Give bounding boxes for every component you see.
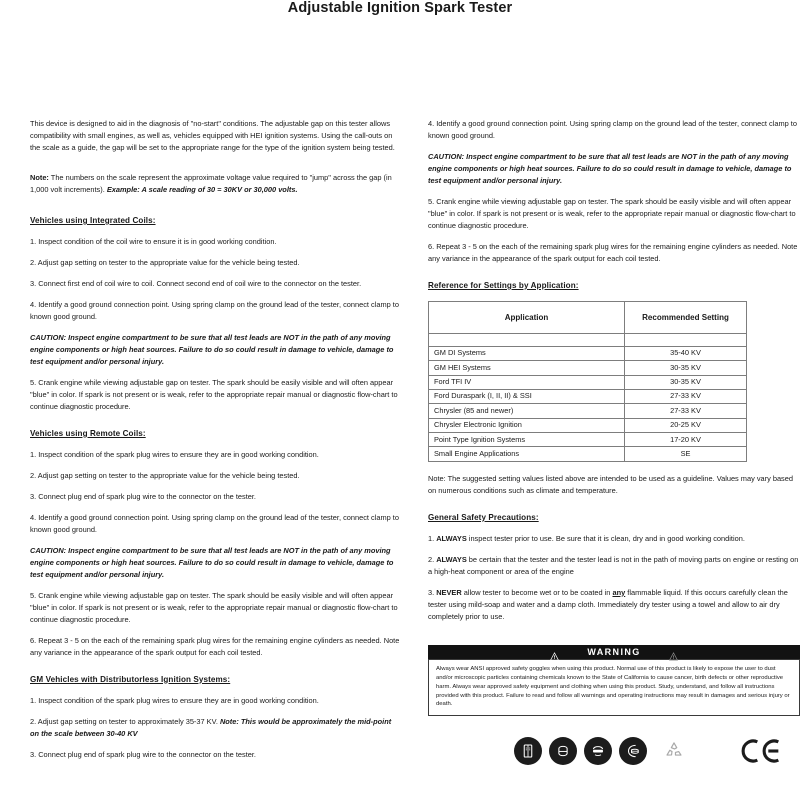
cell-application: Chrysler Electronic Ignition (429, 418, 625, 432)
section-heading-reference-table: Reference for Settings by Application: (428, 280, 579, 290)
warning-triangle-icon (669, 648, 678, 657)
table-row (429, 389, 747, 403)
right-step-6: 6. Repeat 3 - 5 on the each of the remaining spark plug wires for the remaining engine cylinders as needed. Note any variance in the appearance of the spark output for each coil tested. (428, 241, 798, 263)
table-row (429, 418, 747, 432)
integrated-step-5: 5. Crank engine while viewing adjustable gap on tester. The spark should be easily visible and will often appear "blue" in color. If spark is not present or is weak, refer to the appropriate repair manual or diagnostic flow-chart to continue diagnostic procedure. (30, 377, 398, 411)
section-heading-gm-distributorless: GM Vehicles with Distributorless Ignition Systems: (30, 674, 231, 684)
cell-setting: 27-33 KV (625, 389, 747, 403)
right-caution: CAUTION: Inspect engine compartment to be sure that all test leads are NOT in the path of any moving engine components or high heat sources. Failure to do so could result in damage to vehicle, damage to test equipment and/or personal injury. (428, 151, 792, 185)
integrated-caution: CAUTION: Inspect engine compartment to be sure that all test leads are NOT in the path of any moving engine components or high heat sources. Failure to do so could result in damage to vehicle, damage to test equipment and/or personal injury. (30, 332, 394, 366)
remote-step-3: 3. Connect plug end of spark plug wire to the connector on the tester. (30, 491, 256, 501)
ppe-icon-group (514, 737, 689, 765)
gm-step-2 (30, 716, 402, 740)
section-heading-safety-precautions: General Safety Precautions: (428, 512, 539, 522)
warning-title: WARNING (587, 647, 641, 658)
table-body (429, 333, 747, 461)
cell-application: Point Type Ignition Systems (429, 433, 625, 447)
cell-setting: 17-20 KV (625, 433, 747, 447)
left-column (30, 118, 402, 769)
cell-setting: 20-25 KV (625, 418, 747, 432)
dust-mask-icon (619, 737, 647, 765)
integrated-step-4: 4. Identify a good ground connection point. Using spring clamp on the ground lead of the tester, connect clamp to known good ground. (30, 299, 399, 321)
cell-setting: SE (625, 447, 747, 461)
page-title: Adjustable Ignition Spark Tester (287, 0, 513, 16)
right-step-5: 5. Crank engine while viewing adjustable gap on tester. The spark should be easily visible and will often appear "blue" in color. If spark is not present or is weak, refer to the appropriate repair manual or diagnostic flow-chart to continue diagnostic procedure. (428, 196, 796, 230)
face-shield-icon (549, 737, 577, 765)
safety-glasses-icon (584, 737, 612, 765)
intro-paragraph: This device is designed to aid in the diagnosis of "no-start" conditions. The adjustable gap on this tester allows compatibility with small engines, as well as, vehicles equipped with HEI ignition systems. Using the call-outs on the scale as a guide, the gap will be set to the appropriate range for the type of the ignition system being tested. (30, 119, 395, 152)
cell-application: Ford TFI IV (429, 375, 625, 389)
read-manual-icon (514, 737, 542, 765)
remote-step-4: 4. Identify a good ground connection point. Using spring clamp on the ground lead of the tester, connect clamp to known good ground. (30, 512, 399, 534)
right-column (428, 118, 800, 769)
reference-settings-table (428, 301, 747, 462)
safety-item-3 (428, 587, 800, 623)
warning-body-text: Always wear ANSI approved safety goggles when using this product. Normal use of this product is likely to expose the user to dust and/or microscopic particles containing chemicals known to the State of California to cause cancer, birth defects or other reproductive harm. Always wear approved safety equipment and clothing when using this product. Study, understand, and follow all instructions provided with this product. Failure to read and follow all warnings and operating instructions may result in damages and serious injury or death. (436, 665, 790, 708)
integrated-step-3: 3. Connect first end of coil wire to coil. Connect second end of coil wire to the connector on the tester. (30, 278, 362, 288)
table-row (429, 433, 747, 447)
gm-step-2-note: Note: This would be approximately the mid-point on the scale between 30-40 KV (30, 716, 392, 738)
safety-2-emphasis: ALWAYS (436, 554, 467, 564)
table-row (429, 346, 747, 360)
right-step-4: 4. Identify a good ground connection point. Using spring clamp on the ground lead of the tester, connect clamp to known good ground. (428, 119, 797, 140)
safety-3-underlined-any: any (612, 587, 626, 597)
cell-application: Small Engine Applications (429, 447, 625, 461)
gm-step-3: 3. Connect plug end of spark plug wire to the connector on the tester. (30, 749, 256, 759)
table-row (429, 375, 747, 389)
cell-application: GM HEI Systems (429, 361, 625, 375)
cell-application: Ford Duraspark (I, II, II) & SSI (429, 389, 625, 403)
cell-setting: 30-35 KV (625, 361, 747, 375)
table-spacer-row (429, 333, 747, 346)
remote-caution: CAUTION: Inspect engine compartment to be sure that all test leads are NOT in the path of any moving engine components or high heat sources. Failure to do so could result in damage to vehicle, damage to test equipment and/or personal injury. (30, 545, 394, 579)
spacer-cell-right (625, 333, 747, 346)
safety-2-number: 2. (428, 554, 437, 564)
cell-setting: 35-40 KV (625, 346, 747, 360)
safety-1-number: 1. (428, 533, 437, 543)
section-heading-remote-coils: Vehicles using Remote Coils: (30, 428, 146, 438)
cell-application: Chrysler (85 and newer) (429, 404, 625, 418)
scale-note-paragraph (30, 172, 402, 196)
section-heading-integrated-coils: Vehicles using Integrated Coils: (30, 215, 156, 225)
remote-step-5: 5. Crank engine while viewing adjustable gap on tester. The spark should be easily visible and will often appear "blue" in color. If spark is not present or is weak, refer to the appropriate repair manual or diagnostic flow-chart to continue diagnostic procedure. (30, 590, 398, 624)
table-row (429, 404, 747, 418)
integrated-step-1: 1. Inspect condition of the coil wire to ensure it is in good working condition. (30, 236, 277, 246)
table-header (429, 301, 747, 333)
note-label: Note: (30, 172, 49, 182)
table-header-row (429, 301, 747, 333)
remote-step-2: 2. Adjust gap setting on tester to the appropriate value for the vehicle being tested. (30, 470, 300, 480)
safety-2-text: be certain that the tester and the tester lead is not in the path of moving parts on engine or resting on a high-heat component or area of the engine (428, 554, 799, 576)
integrated-step-2: 2. Adjust gap setting on tester to the appropriate value for the vehicle being tested. (30, 257, 300, 267)
note-example: Example: A scale reading of 30 = 30KV or 30,000 volts. (106, 184, 298, 194)
cell-setting: 30-35 KV (625, 375, 747, 389)
table-row (429, 447, 747, 461)
column-header-application: Application (429, 301, 625, 333)
warning-bar (428, 645, 800, 659)
safety-item-2 (428, 554, 800, 578)
remote-step-1: 1. Inspect condition of the spark plug wires to ensure they are in good working condition. (30, 449, 319, 459)
safety-3-number: 3. (428, 587, 437, 597)
spacer-cell-left (429, 333, 625, 346)
gm-step-2-text: 2. Adjust gap setting on tester to approximately 35-37 KV. (30, 716, 220, 726)
cell-application: GM DI Systems (429, 346, 625, 360)
gm-step-1: 1. Inspect condition of the spark plug wires to ensure they are in good working condition. (30, 695, 319, 705)
column-header-recommended-setting: Recommended Setting (625, 301, 747, 333)
remote-step-6: 6. Repeat 3 - 5 on the each of the remaining spark plug wires for the remaining engine cylinders as needed. Note any variance in the appearance of the spark output for each coil tested. (30, 635, 400, 657)
warning-body (428, 659, 800, 717)
safety-item-1 (428, 533, 800, 545)
cell-setting: 27-33 KV (625, 404, 747, 418)
safety-1-text: inspect tester prior to use. Be sure that it is clean, dry and in good working condition. (466, 533, 745, 543)
safety-3-text-b: flammable liquid. If this occurs carefully clean the tester using mild-soap and water and a damp cloth. Immediately dry tester using a towel and allow to air dry completely prior to use. (428, 587, 788, 621)
safety-3-emphasis: NEVER (436, 587, 462, 597)
compliance-icon-strip (428, 734, 800, 768)
recycle-icon (659, 737, 689, 765)
table-footnote: Note: The suggested setting values listed above are intended to be used as a guideline. Values may vary based on numerous conditions such as climate and temperature. (428, 473, 793, 495)
ce-mark-icon (740, 737, 782, 765)
safety-1-emphasis: ALWAYS (436, 533, 467, 543)
warning-block (428, 645, 800, 717)
warning-triangle-icon (550, 648, 559, 657)
safety-3-text-a: allow tester to become wet or to be coated in (461, 587, 613, 597)
table-row (429, 361, 747, 375)
note-text: The numbers on the scale represent the approximate voltage value required to "jump" across the gap (in 1,000 volt increments). (30, 172, 392, 194)
